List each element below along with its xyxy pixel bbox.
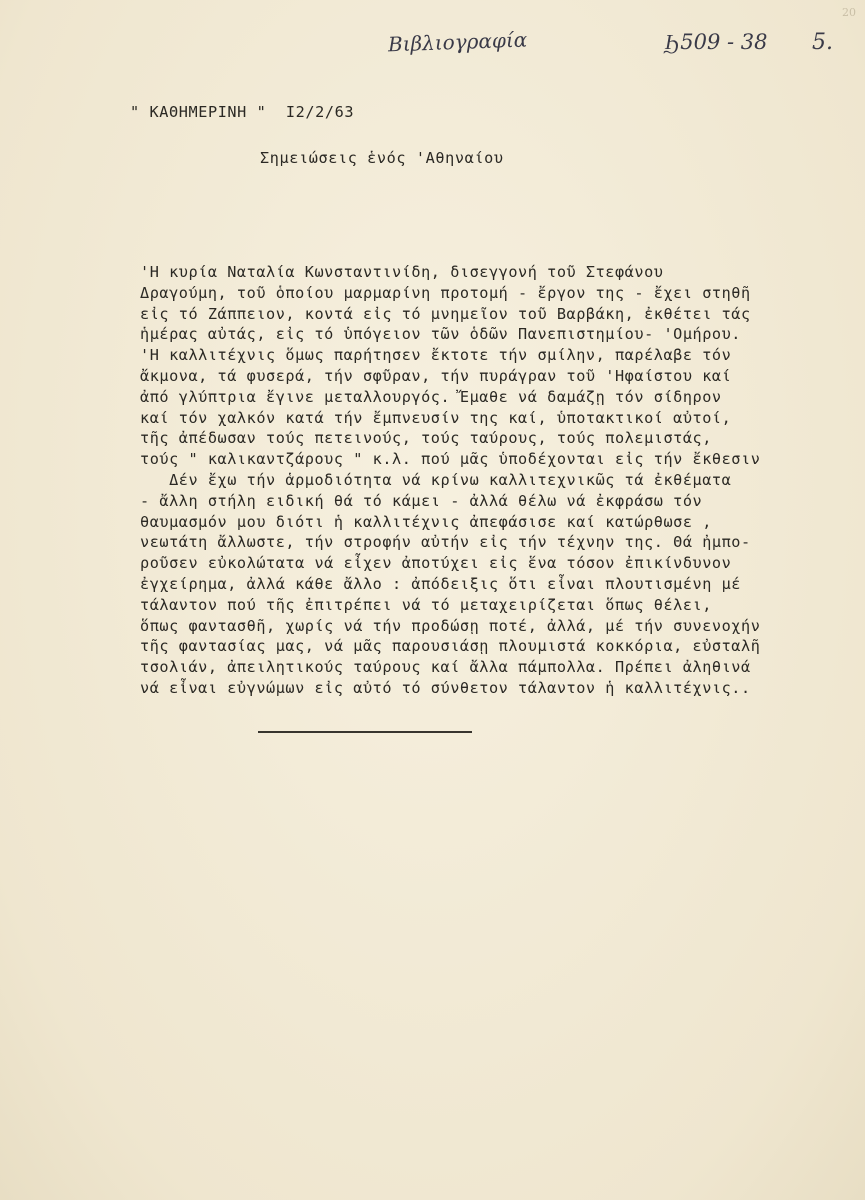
closing-rule <box>258 731 472 733</box>
body-line: τάλαντον πού τῆς ἐπιτρέπει νά τό μεταχειρίζεται ὅπως θέλει, <box>140 595 712 614</box>
body-line: Δραγούμη, τοῦ ὁποίου μαρμαρίνη προτομή - ἔργον της - ἔχει στηθῆ <box>140 283 751 302</box>
body-line: 'Η κυρία Ναταλία Κωνσταντινίδη, δισεγγονή τοῦ Στεφάνου <box>140 263 664 281</box>
newspaper-and-date: " ΚΑΘΗΜΕΡΙΝΗ " I2/2/63 <box>130 103 355 121</box>
handwritten-page-number: 5. <box>812 30 833 55</box>
body-line: τῆς φαντασίας μας, νά μᾶς παρουσιάσῃ πλουμιστά κοκκόρια, εὐσταλῆ <box>140 637 761 656</box>
body-line: Δέν ἔχω τήν ἁρμοδιότητα νά κρίνω καλλιτεχνικῶς τά ἐκθέματα <box>140 470 732 489</box>
article-title: Σημειώσεις ἑνός 'Αθηναίου <box>260 149 504 167</box>
body-line: ὅπως φαντασθῆ, χωρίς νά τήν προδώσῃ ποτέ, ἀλλά, μέ τήν συνενοχήν <box>140 616 761 635</box>
body-line: νεωτάτη ἄλλωστε, τήν στροφήν αὐτήν εἰς τήν τέχνην της. Θά ἠμπο- <box>140 533 751 552</box>
body-line: 'Η καλλιτέχνις ὅμως παρήτησεν ἔκτοτε τήν σμίλην, παρέλαβε τόν <box>140 346 732 365</box>
body-line: καί τόν χαλκόν κατά τήν ἔμπνευσίν της καί, ὑποτακτικοί αὐτοί, <box>140 408 732 427</box>
body-line: εἰς τό Ζάππειον, κοντά εἰς τό μνημεῖον τοῦ Βαρβάκη, ἐκθέτει τάς <box>140 304 751 323</box>
body-line: τῆς ἀπέδωσαν τούς πετεινούς, τούς ταύρους, τούς πολεμιστάς, <box>140 429 712 448</box>
body-line: ἄκμονα, τά φυσερά, τήν σφῦραν, τήν πυράγραν τοῦ 'Ηφαίστου καί <box>140 366 732 385</box>
body-line: ροῦσεν εὐκολώτατα νά εἶχεν ἀποτύχει εἰς ἕνα τόσον ἐπικίνδυνον <box>140 554 732 573</box>
corner-annotation: 20 <box>842 6 856 19</box>
body-line: ἀπό γλύπτρια ἔγινε μεταλλουργός. Ἔμαθε νά δαμάζῃ τόν σίδηρον <box>140 387 722 406</box>
body-line: τούς " καλικαντζάρους " κ.λ. πού μᾶς ὑποδέχονται εἰς τήν ἔκθεσιν <box>140 450 761 469</box>
body-line: νά εἶναι εὐγνώμων εἰς αὐτό τό σύνθετον τάλαντον ἡ καλλιτέχνις.. <box>140 678 751 697</box>
body-line: τσολιάν, ἀπειλητικούς ταύρους καί ἄλλα πάμπολλα. Πρέπει ἀληθινά <box>140 658 751 677</box>
handwritten-reference-number: Ϧ509 - 38 <box>664 30 768 54</box>
body-line: - ἄλλη στήλη ειδική θά τό κάμει - ἀλλά θέλω νά ἐκφράσω τόν <box>140 491 703 510</box>
handwritten-category-label: Βιβλιογραφία <box>387 27 528 57</box>
article-body <box>140 262 830 699</box>
body-line: ἐγχείρημα, ἀλλά κάθε ἄλλο : ἀπόδειξις ὅτι εἶναι πλουτισμένη μέ <box>140 574 742 593</box>
body-line: ἡμέρας αὐτάς, εἰς τό ὑπόγειον τῶν ὁδῶν Πανεπιστημίου- 'Ομήρου. <box>140 325 742 344</box>
body-line: θαυμασμόν μου διότι ἡ καλλιτέχνις ἀπεφάσισε καί κατώρθωσε , <box>140 512 712 531</box>
